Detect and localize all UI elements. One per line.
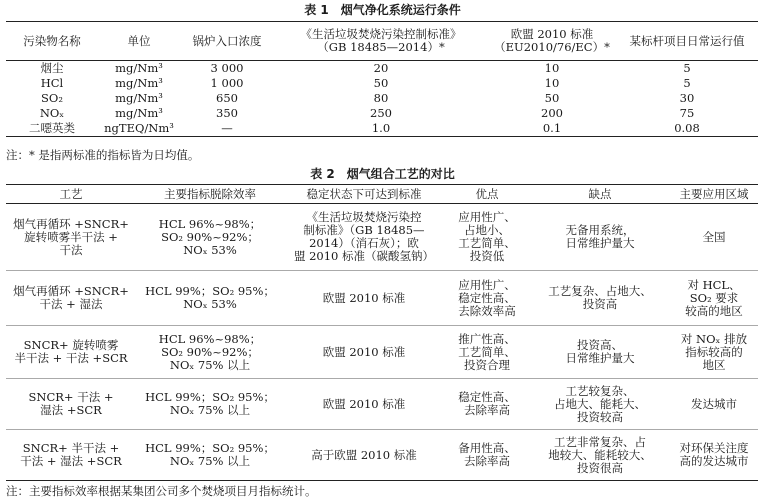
- cell-process: [6, 379, 136, 430]
- cell-daily: 5: [683, 61, 691, 75]
- cell-pros: [444, 430, 530, 481]
- cell-line: 占地大、能耗大、: [554, 396, 646, 411]
- cell-unit: mg/Nm³: [115, 106, 163, 120]
- cell-eu: 50: [544, 91, 560, 105]
- header-gb-standard: [274, 22, 488, 61]
- table-row: [6, 379, 758, 430]
- table-row: [6, 204, 758, 271]
- cell-line: 欧盟 2010 标准: [322, 344, 406, 359]
- cell-line: SNCR+ 半干法 +: [22, 441, 120, 455]
- cell-region: [670, 379, 758, 430]
- cell-efficiency: [136, 430, 284, 481]
- header-standard: 稳定状态下可达到标准: [284, 185, 444, 204]
- cell-line: NOₓ 75% 以上: [169, 403, 251, 417]
- header-gb-line1: 《生活垃圾焚烧污染控制标准》: [300, 27, 462, 41]
- cell-cons: [530, 271, 670, 326]
- cell-process: [6, 204, 136, 271]
- cell-eu: 10: [544, 76, 560, 90]
- cell-standard: [284, 326, 444, 379]
- cell-standard: [284, 271, 444, 326]
- cell-line: SO₂ 要求: [689, 290, 739, 305]
- cell-line: 全国: [702, 229, 726, 244]
- cell-cons: [530, 204, 670, 271]
- header-process: 工艺: [6, 185, 136, 204]
- cell-process: [6, 430, 136, 481]
- cell-line: 半干法 + 干法 +SCR: [14, 351, 128, 365]
- cell-daily: 30: [679, 91, 695, 105]
- table1-caption: 表 1 烟气净化系统运行条件: [304, 3, 461, 17]
- table2-note: 注：主要指标效率根据某集团公司多个焚烧项目月指标统计。: [6, 484, 317, 498]
- cell-name: 二噁英类: [6, 121, 98, 137]
- cell-line: 干法: [59, 242, 83, 257]
- cell-line: 去除效率高: [458, 303, 516, 318]
- cell-line: 工艺简单、: [458, 344, 516, 359]
- cell-line: 工艺复杂、占地大、: [548, 284, 652, 298]
- header-gb-line2: （GB 18485—2014）*: [317, 40, 445, 54]
- cell-inlet: 650: [216, 91, 238, 105]
- cell-line: 指标较高的: [685, 344, 743, 359]
- cell-efficiency: [136, 326, 284, 379]
- header-pollutant: 污染物名称: [6, 22, 98, 61]
- cell-cons: [530, 326, 670, 379]
- cell-line: 对环保关注度: [679, 441, 749, 455]
- cell-line: 烟气再循环 +SNCR+: [13, 216, 129, 231]
- cell-line: 应用性广、: [458, 210, 516, 224]
- cell-line: 《生活垃圾焚烧污染控: [306, 210, 422, 224]
- cell-eu: 200: [541, 106, 563, 120]
- cell-line: 占地小、: [464, 223, 510, 237]
- header-eu-line1: 欧盟 2010 标准: [510, 27, 594, 41]
- cell-inlet: 350: [216, 106, 238, 120]
- cell-line: 去除率高: [464, 403, 510, 417]
- header-cons: 缺点: [530, 185, 670, 204]
- cell-name: HCl: [40, 76, 64, 90]
- cell-inlet: —: [180, 121, 274, 137]
- cell-line: 应用性广、: [458, 277, 516, 292]
- cell-standard: [284, 430, 444, 481]
- cell-eu: 0.1: [488, 121, 616, 137]
- cell-line: 欧盟 2010 标准: [322, 290, 406, 305]
- cell-line: 工艺非常复杂、占: [554, 434, 646, 449]
- table-row: [6, 61, 758, 77]
- cell-line: 干法 + 湿法: [39, 297, 103, 311]
- header-inlet: 锅炉入口浓度: [180, 22, 274, 61]
- cell-inlet: 1 000: [210, 76, 244, 90]
- table-row: [6, 271, 758, 326]
- cell-line: NOₓ 75% 以上: [169, 357, 251, 372]
- header-eu-standard: [488, 22, 616, 61]
- cell-line: 欧盟 2010 标准: [322, 396, 406, 411]
- cell-line: 对 HCL、: [687, 277, 741, 292]
- cell-line: 高于欧盟 2010 标准: [311, 447, 417, 462]
- cell-line: 推广性高、: [458, 331, 516, 346]
- header-unit: 单位: [98, 22, 180, 61]
- cell-unit: mg/Nm³: [115, 91, 163, 105]
- cell-standard: [284, 379, 444, 430]
- cell-line: 湿法 +SCR: [40, 403, 102, 417]
- cell-region: [670, 430, 758, 481]
- header-daily: 某标杆项目日常运行值: [616, 22, 758, 61]
- cell-line: 旋转喷雾半干法 +: [24, 229, 118, 244]
- cell-line: SNCR+ 旋转喷雾: [23, 338, 119, 352]
- cell-standard: [284, 204, 444, 271]
- cell-region: [670, 271, 758, 326]
- cell-process: [6, 271, 136, 326]
- cell-name: 烟尘: [40, 61, 64, 75]
- cell-inlet: 3 000: [210, 61, 244, 75]
- cell-line: 无备用系统，: [565, 223, 635, 237]
- cell-line: 烟气再循环 +SNCR+: [13, 284, 129, 298]
- cell-line: NOₓ 75% 以上: [169, 454, 251, 468]
- cell-line: 较高的地区: [685, 303, 743, 318]
- table-row: [6, 326, 758, 379]
- table2-caption: 表 2 烟气组合工艺的对比: [310, 167, 455, 181]
- cell-line: HCL 96%~98%；: [158, 216, 262, 231]
- cell-daily: 5: [683, 76, 691, 90]
- header-region: 主要应用区域: [670, 185, 758, 204]
- cell-line: HCL 99%；SO₂ 95%；: [145, 441, 275, 455]
- cell-line: 稳定性高、: [458, 290, 516, 305]
- cell-line: 投资低: [469, 249, 505, 263]
- cell-unit: mg/Nm³: [115, 76, 163, 90]
- cell-line: 投资较高: [577, 409, 623, 424]
- cell-line: NOₓ 53%: [183, 297, 237, 311]
- table-row: [6, 106, 758, 121]
- cell-pros: [444, 379, 530, 430]
- cell-line: SO₂ 90%~92%；: [161, 344, 259, 359]
- cell-line: 高的发达城市: [679, 454, 749, 468]
- cell-pros: [444, 204, 530, 271]
- cell-line: 制标准》（GB 18485—: [303, 223, 425, 237]
- cell-line: 地区: [702, 357, 726, 372]
- cell-gb: 80: [373, 91, 389, 105]
- cell-line: 干法 + 湿法 +SCR: [20, 454, 122, 468]
- cell-line: 稳定性高、: [458, 390, 516, 404]
- cell-line: HCL 99%；SO₂ 95%；: [145, 284, 275, 298]
- table1-note: 注：* 是指两标准的指标皆为日均值。: [6, 148, 200, 162]
- cell-efficiency: [136, 379, 284, 430]
- table-row: [6, 121, 758, 137]
- cell-line: 工艺较复杂、: [565, 383, 635, 398]
- cell-gb: 20: [373, 61, 389, 75]
- cell-efficiency: [136, 204, 284, 271]
- cell-line: 备用性高、: [458, 441, 516, 455]
- cell-name: SO₂: [41, 91, 63, 105]
- cell-line: SO₂ 90%~92%；: [161, 229, 259, 244]
- cell-gb: 250: [370, 106, 392, 120]
- cell-pros: [444, 326, 530, 379]
- cell-process: [6, 326, 136, 379]
- cell-line: 地较大、能耗较大、: [548, 447, 652, 462]
- cell-gb: 50: [373, 76, 389, 90]
- cell-line: HCL 99%；SO₂ 95%；: [145, 390, 275, 404]
- cell-daily: 75: [679, 106, 695, 120]
- cell-name: NOₓ: [39, 106, 65, 120]
- cell-region: [670, 204, 758, 271]
- header-pros: 优点: [444, 185, 530, 204]
- cell-gb: 1.0: [274, 121, 488, 137]
- cell-line: 对 NOₓ 排放: [680, 331, 748, 346]
- emission-conditions-table: [6, 21, 758, 137]
- cell-line: 日常维护量大: [565, 351, 635, 365]
- cell-line: 工艺简单、: [458, 236, 516, 250]
- cell-line: 投资很高: [577, 460, 623, 475]
- table-row: [6, 91, 758, 106]
- cell-pros: [444, 271, 530, 326]
- cell-line: 投资高、: [577, 338, 623, 352]
- cell-line: 2014）（消石灰）；欧: [309, 236, 419, 250]
- cell-line: 投资合理: [464, 357, 510, 372]
- cell-unit: mg/Nm³: [115, 61, 163, 75]
- cell-eu: 10: [544, 61, 560, 75]
- cell-cons: [530, 379, 670, 430]
- cell-cons: [530, 430, 670, 481]
- cell-efficiency: [136, 271, 284, 326]
- table-row: [6, 430, 758, 481]
- cell-unit: ngTEQ/Nm³: [98, 121, 180, 137]
- cell-line: 投资高: [582, 297, 618, 311]
- cell-line: HCL 96%~98%；: [158, 331, 262, 346]
- cell-line: 发达城市: [691, 396, 737, 411]
- cell-line: 去除率高: [464, 454, 510, 468]
- header-efficiency: 主要指标脱除效率: [136, 185, 284, 204]
- cell-line: NOₓ 53%: [183, 242, 237, 257]
- cell-line: 日常维护量大: [565, 236, 635, 250]
- cell-line: SNCR+ 干法 +: [28, 390, 114, 404]
- cell-region: [670, 326, 758, 379]
- cell-line: 盟 2010 标准（碳酸氢钠）: [293, 249, 435, 263]
- header-eu-line2: （EU2010/76/EC）*: [494, 40, 610, 54]
- table-row: [6, 76, 758, 91]
- process-comparison-table: [6, 184, 758, 481]
- cell-daily: 0.08: [616, 121, 758, 137]
